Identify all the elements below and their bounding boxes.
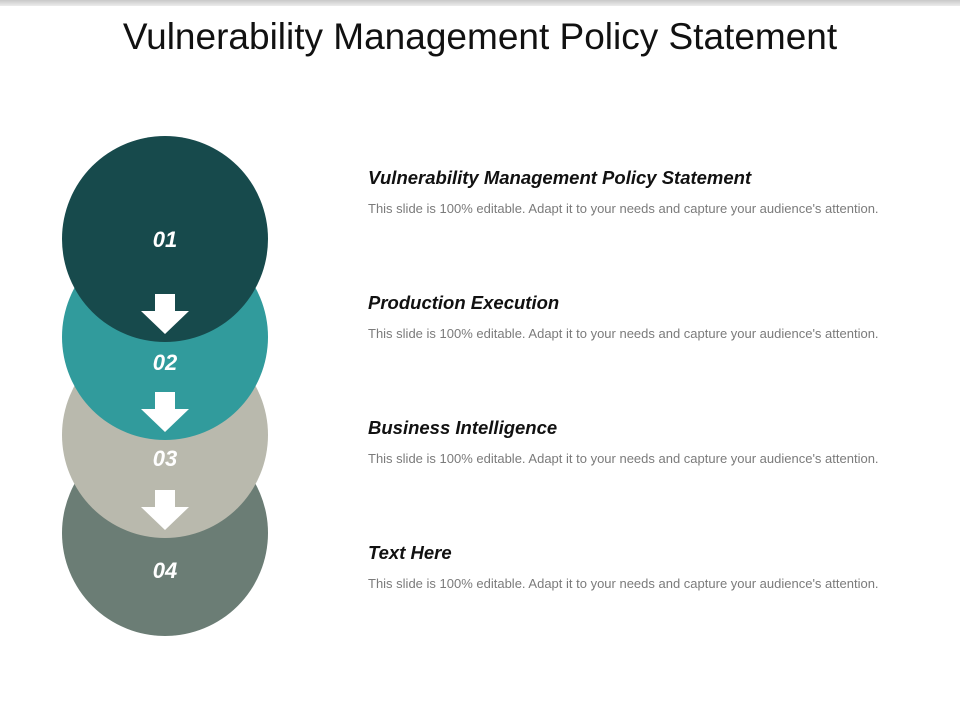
step-heading: Production Execution (368, 292, 560, 313)
step-item-02 (368, 291, 898, 343)
step-item-03 (368, 416, 898, 468)
step-heading: Business Intelligence (368, 417, 558, 438)
step-number-02: 02 (152, 350, 178, 375)
step-number-03: 03 (152, 446, 178, 471)
step-body: This slide is 100% editable. Adapt it to your needs and capture your audience's attention. (368, 201, 879, 216)
down-arrow-icon (140, 294, 190, 334)
step-heading: Text Here (368, 542, 452, 563)
step-body: This slide is 100% editable. Adapt it to your needs and capture your audience's attention. (368, 326, 879, 341)
page-title: Vulnerability Management Policy Statement (122, 16, 838, 57)
down-arrow-icon (140, 490, 190, 530)
top-bar (0, 0, 960, 6)
step-heading: Vulnerability Management Policy Statement (368, 167, 752, 188)
down-arrow-icon (140, 392, 190, 432)
step-item-04 (368, 541, 898, 593)
step-body: This slide is 100% editable. Adapt it to your needs and capture your audience's attention. (368, 576, 879, 591)
step-number-01: 01 (152, 227, 178, 252)
step-number-04: 04 (152, 558, 178, 583)
step-item-01 (368, 166, 898, 218)
step-body: This slide is 100% editable. Adapt it to your needs and capture your audience's attention. (368, 451, 879, 466)
